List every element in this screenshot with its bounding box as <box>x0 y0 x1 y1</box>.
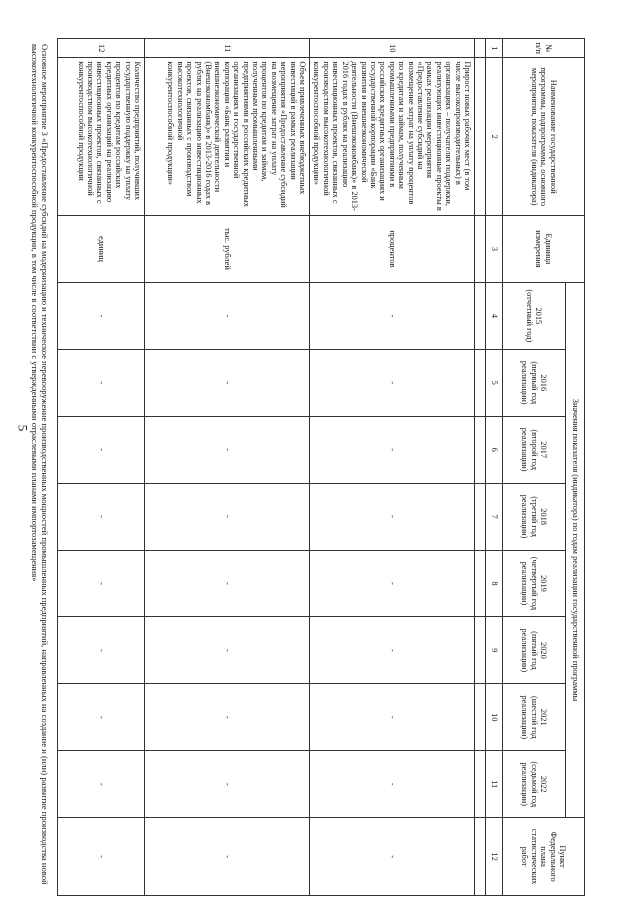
value-2020: - <box>145 617 310 684</box>
year-label: 2016 <box>539 374 549 392</box>
table-row <box>145 39 310 896</box>
row-number: 10 <box>310 39 475 58</box>
value-2015: - <box>58 282 145 349</box>
value-2015: - <box>145 282 310 349</box>
index-cell: 1 <box>486 39 503 58</box>
value-2016: - <box>145 349 310 416</box>
header-year <box>503 684 566 751</box>
page-number-text: 5 <box>15 424 30 432</box>
header-year <box>503 751 566 818</box>
value-2018: - <box>58 483 145 550</box>
year-note: (третий год реализации) <box>520 494 539 539</box>
value-2020: - <box>310 617 475 684</box>
year-note: (пятый год реализации) <box>520 628 539 673</box>
indicator-name: Прирост новых рабочих мест (в том числе высокопроизводительных) в организациях – получателях поддержки, реализующих инвестиционные проекты в рамках реализации мероприятия «Предоставление субсидий на возмещение затрат на уплату процентов по кредитам и займам, полученным промышленными предприятиями в российских кредитных организациях и государственной корпорации «Банк развития и внешнеэкономической деятельности (Внешэкономбанк)» в 2013-2016 годах в рублях на реализацию инвестиционных проектов, связанных с производством высокотехнологичной конкурентоспособной продукции» <box>310 58 475 216</box>
header-year <box>503 483 566 550</box>
year-label: 2021 <box>539 708 549 726</box>
year-note: (седьмой год реализации) <box>520 761 539 808</box>
index-cell: 5 <box>486 349 503 416</box>
section-footnote: Основное мероприятие 3 «Предоставление субсидий на модернизацию и техническое перевооружение производственных мощностей промышленных предприятий, направленных на создание и (или) развитие производства новой высокотехнологичной конкурентоспособной продукции, в том числе в соответствии с утвержденными отраслевыми планами импортозамещения» <box>29 44 51 885</box>
year-note: (второй год реализации) <box>520 427 539 472</box>
index-cell: 12 <box>486 818 503 896</box>
plan-item: - <box>58 818 145 896</box>
indicator-unit: процентов <box>310 215 475 282</box>
header-row-1 <box>566 39 585 896</box>
value-2018: - <box>310 483 475 550</box>
index-cell: 2 <box>486 58 503 216</box>
row-number: 11 <box>145 39 310 58</box>
value-2017: - <box>58 416 145 483</box>
year-label: 2019 <box>539 575 549 592</box>
value-2016: - <box>58 349 145 416</box>
column-index-row <box>486 39 503 896</box>
header-year <box>503 550 566 617</box>
value-2022: - <box>310 751 475 818</box>
header-year <box>503 617 566 684</box>
value-2020: - <box>58 617 145 684</box>
value-2017: - <box>310 416 475 483</box>
header-plan: Пункт Федерального плана статистических работ <box>503 818 585 896</box>
plan-item: - <box>145 818 310 896</box>
index-cell: 7 <box>486 483 503 550</box>
spacer-row <box>475 39 486 896</box>
year-label: 2020 <box>539 642 549 659</box>
value-2017: - <box>145 416 310 483</box>
header-name: Наименование государственной программы, подпрограммы, основного мероприятия, показателя (индикатора) <box>503 58 585 216</box>
year-label: 2015 <box>534 307 544 325</box>
index-cell: 9 <box>486 617 503 684</box>
index-cell: 3 <box>486 215 503 282</box>
header-year <box>503 349 566 416</box>
value-2019: - <box>58 550 145 617</box>
rotated-landscape-page <box>29 38 585 896</box>
year-label: 2017 <box>539 441 549 459</box>
table-row <box>58 39 145 896</box>
indicator-name: Количество предприятий, получивших государственную поддержку на уплату процентов по кредитам российских кредитных организаций на реализацию инвестиционных проектов, связанных с производством высокотехнологичной конкурентоспособной продукции <box>58 58 145 216</box>
year-note: (первый год реализации) <box>520 360 539 405</box>
index-cell: 10 <box>486 684 503 751</box>
index-cell: 4 <box>486 282 503 349</box>
header-unit: Единица измерения <box>503 215 585 282</box>
table-row <box>310 39 475 896</box>
header-num: № п/п <box>503 39 585 58</box>
value-2018: - <box>145 483 310 550</box>
year-label: 2018 <box>539 508 549 525</box>
year-note: (отчетный год) <box>525 289 534 343</box>
value-2021: - <box>310 684 475 751</box>
year-note: (шестой год реализации) <box>520 695 539 740</box>
index-cell: 8 <box>486 550 503 617</box>
value-2019: - <box>145 550 310 617</box>
indicator-table <box>57 38 585 896</box>
value-2021: - <box>145 684 310 751</box>
value-2022: - <box>58 751 145 818</box>
header-values-group: Значения показателя (индикатора) по годам реализации государственной программы <box>566 282 585 817</box>
header-year <box>503 282 566 349</box>
value-2015: - <box>310 282 475 349</box>
year-note: (четвертый год реализации) <box>520 556 539 611</box>
plan-item: - <box>310 818 475 896</box>
value-2019: - <box>310 550 475 617</box>
header-year <box>503 416 566 483</box>
indicator-unit: тыс. рублей <box>145 215 310 282</box>
index-cell: 6 <box>486 416 503 483</box>
year-label: 2022 <box>539 775 549 793</box>
indicator-unit: единиц <box>58 215 145 282</box>
value-2016: - <box>310 349 475 416</box>
index-cell: 11 <box>486 751 503 818</box>
indicator-name: Объем привлеченных внебюджетных инвестиций в рамках реализации мероприятия «Предоставление субсидий на возмещение затрат на уплату процентов по кредитам и займам, полученным промышленными предприятиями в российских кредитных организациях и государственной корпорации «Банк развития и внешнеэкономической деятельности (Внешэкономбанк)» в 2013-2016 годах в рублях на реализацию инвестиционных проектов, связанных с производством высокотехнологичной конкурентоспособной продукции» <box>145 58 310 216</box>
row-number: 12 <box>58 39 145 58</box>
value-2021: - <box>58 684 145 751</box>
value-2022: - <box>145 751 310 818</box>
